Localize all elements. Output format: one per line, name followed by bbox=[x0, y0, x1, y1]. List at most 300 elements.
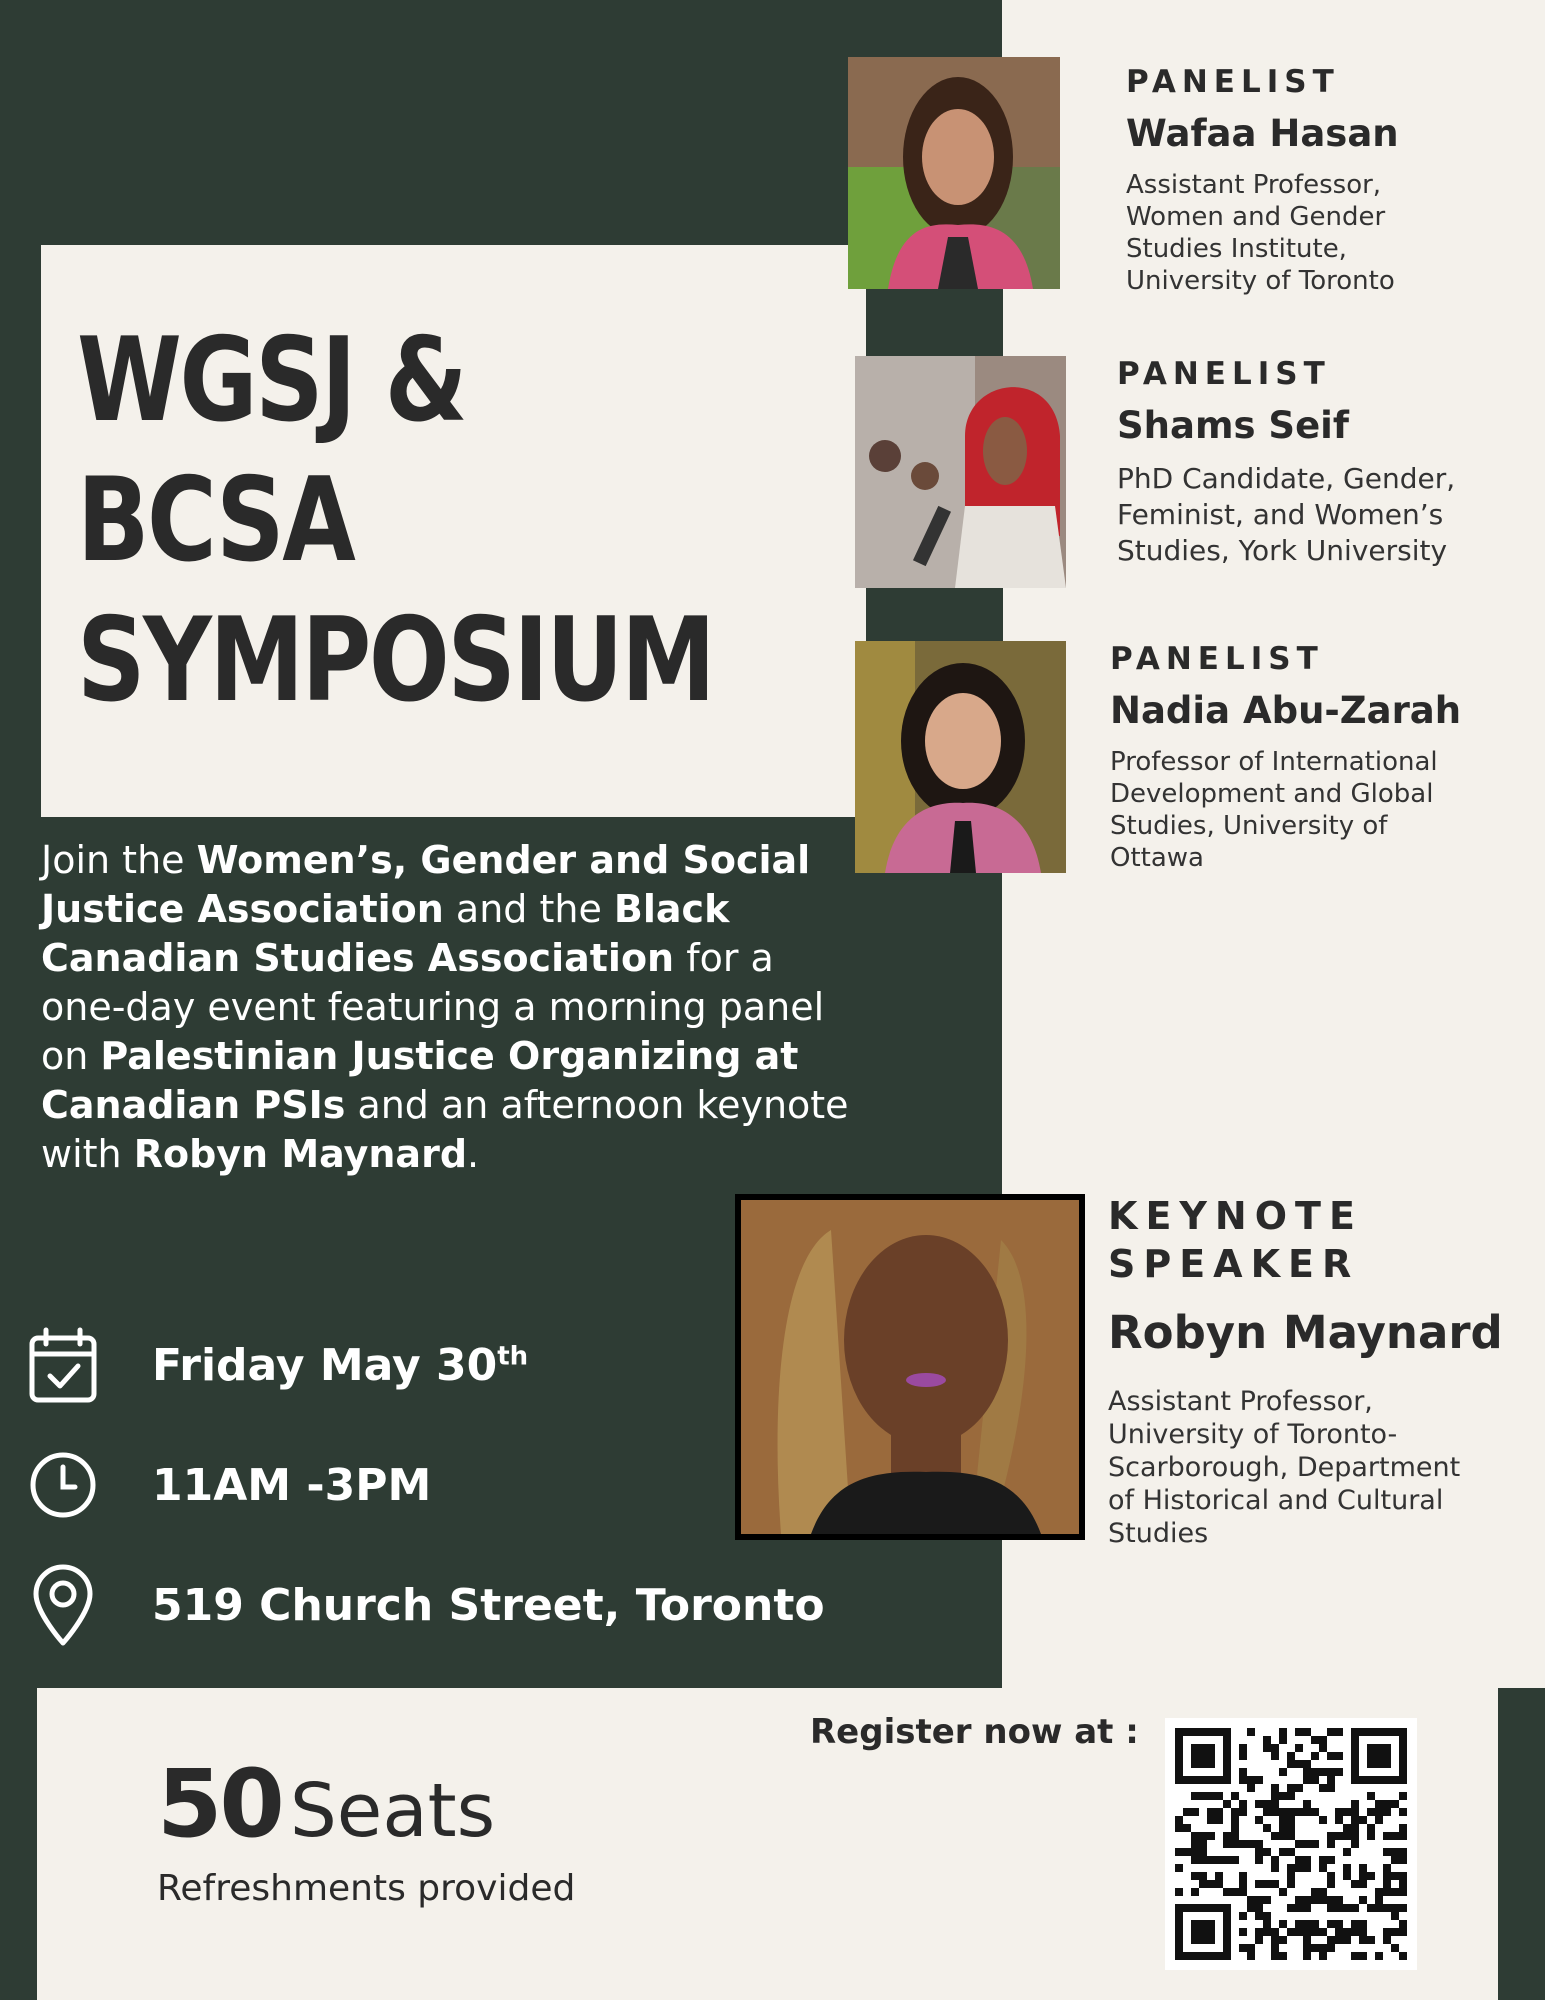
refreshments-note: Refreshments provided bbox=[157, 1868, 576, 1909]
qr-module bbox=[1263, 1896, 1271, 1904]
qr-module bbox=[1375, 1952, 1383, 1960]
qr-module bbox=[1239, 1928, 1247, 1936]
qr-module bbox=[1383, 1936, 1391, 1944]
qr-module bbox=[1383, 1800, 1391, 1808]
qr-module bbox=[1319, 1944, 1327, 1952]
qr-module bbox=[1303, 1896, 1311, 1904]
qr-module bbox=[1199, 1880, 1207, 1888]
desc-line: Development and Global bbox=[1110, 779, 1434, 809]
qr-finder bbox=[1191, 1744, 1215, 1768]
qr-module bbox=[1375, 1904, 1383, 1912]
qr-module bbox=[1207, 1856, 1215, 1864]
qr-module bbox=[1287, 1904, 1295, 1912]
qr-module bbox=[1279, 1936, 1287, 1944]
qr-module bbox=[1391, 1832, 1399, 1840]
qr-module bbox=[1295, 1784, 1303, 1792]
qr-module bbox=[1239, 1776, 1247, 1784]
qr-module bbox=[1311, 1768, 1319, 1776]
qr-module bbox=[1287, 1760, 1295, 1768]
qr-module bbox=[1375, 1896, 1383, 1904]
qr-module bbox=[1239, 1800, 1247, 1808]
desc-line: Assistant Professor, bbox=[1108, 1386, 1373, 1417]
qr-module bbox=[1191, 1808, 1199, 1816]
qr-module bbox=[1287, 1824, 1295, 1832]
date-suffix: th bbox=[497, 1340, 529, 1371]
qr-module bbox=[1303, 1840, 1311, 1848]
qr-module bbox=[1351, 1840, 1359, 1848]
qr-module bbox=[1303, 1808, 1311, 1816]
qr-module bbox=[1287, 1864, 1295, 1872]
qr-module bbox=[1255, 1912, 1263, 1920]
qr-module bbox=[1383, 1848, 1391, 1856]
qr-module bbox=[1327, 1728, 1335, 1736]
qr-module bbox=[1215, 1816, 1223, 1824]
qr-module bbox=[1319, 1816, 1327, 1824]
qr-module bbox=[1239, 1880, 1247, 1888]
qr-module bbox=[1231, 1792, 1239, 1800]
qr-module bbox=[1359, 1952, 1367, 1960]
qr-module bbox=[1327, 1768, 1335, 1776]
panelist-desc bbox=[1126, 169, 1399, 297]
qr-module bbox=[1351, 1952, 1359, 1960]
qr-module bbox=[1263, 1912, 1271, 1920]
panelist-role: PANELIST bbox=[1126, 64, 1340, 100]
qr-module bbox=[1279, 1848, 1287, 1856]
qr-module bbox=[1399, 1792, 1407, 1800]
qr-module bbox=[1319, 1736, 1327, 1744]
intro-text: and an afternoon keynote with bbox=[41, 1083, 849, 1176]
qr-module bbox=[1271, 1800, 1279, 1808]
qr-module bbox=[1359, 1896, 1367, 1904]
qr-module bbox=[1311, 1896, 1319, 1904]
qr-module bbox=[1287, 1872, 1295, 1880]
desc-line: Studies bbox=[1108, 1518, 1209, 1549]
qr-module bbox=[1295, 1904, 1303, 1912]
keynote-card bbox=[1108, 1192, 1503, 1550]
qr-module bbox=[1303, 1768, 1311, 1776]
qr-module bbox=[1335, 1768, 1343, 1776]
qr-module bbox=[1247, 1952, 1255, 1960]
qr-module bbox=[1215, 1880, 1223, 1888]
qr-module bbox=[1287, 1784, 1295, 1792]
intro-bold-wgsj: Women’s, Gender and Social Justice Association bbox=[41, 838, 811, 931]
qr-module bbox=[1271, 1864, 1279, 1872]
qr-module bbox=[1375, 1888, 1383, 1896]
qr-module bbox=[1399, 1872, 1407, 1880]
qr-module bbox=[1199, 1832, 1207, 1840]
qr-module bbox=[1247, 1776, 1255, 1784]
qr-module bbox=[1255, 1880, 1263, 1888]
qr-module bbox=[1351, 1880, 1359, 1888]
qr-module bbox=[1343, 1872, 1351, 1880]
qr-module bbox=[1351, 1904, 1359, 1912]
qr-module bbox=[1319, 1784, 1327, 1792]
qr-module bbox=[1343, 1808, 1351, 1816]
qr-module bbox=[1191, 1888, 1199, 1896]
qr-module bbox=[1303, 1904, 1311, 1912]
qr-module bbox=[1247, 1896, 1255, 1904]
qr-module bbox=[1391, 1944, 1399, 1952]
qr-module bbox=[1279, 1792, 1287, 1800]
desc-line: Feminist, and Women’s bbox=[1117, 498, 1444, 531]
qr-module bbox=[1223, 1856, 1231, 1864]
qr-module bbox=[1351, 1800, 1359, 1808]
qr-module bbox=[1247, 1840, 1255, 1848]
qr-module bbox=[1255, 1800, 1263, 1808]
qr-module bbox=[1343, 1832, 1351, 1840]
qr-module bbox=[1231, 1840, 1239, 1848]
qr-module bbox=[1319, 1864, 1327, 1872]
qr-module bbox=[1311, 1928, 1319, 1936]
qr-module bbox=[1399, 1928, 1407, 1936]
qr-module bbox=[1247, 1944, 1255, 1952]
intro-paragraph bbox=[41, 836, 861, 1179]
qr-module bbox=[1383, 1872, 1391, 1880]
qr-module bbox=[1263, 1928, 1271, 1936]
event-time: 11AM -3PM bbox=[152, 1459, 432, 1511]
keynote-desc bbox=[1108, 1385, 1503, 1550]
qr-module bbox=[1231, 1856, 1239, 1864]
qr-code[interactable] bbox=[1165, 1718, 1417, 1970]
qr-module bbox=[1207, 1880, 1215, 1888]
qr-module bbox=[1383, 1880, 1391, 1888]
qr-module bbox=[1255, 1904, 1263, 1912]
qr-module bbox=[1359, 1928, 1367, 1936]
qr-module bbox=[1295, 1920, 1303, 1928]
intro-text: . bbox=[467, 1132, 480, 1176]
qr-module bbox=[1271, 1952, 1279, 1960]
qr-module bbox=[1343, 1928, 1351, 1936]
qr-module bbox=[1327, 1920, 1335, 1928]
qr-module bbox=[1271, 1808, 1279, 1816]
qr-module bbox=[1295, 1808, 1303, 1816]
desc-line: Studies, York University bbox=[1117, 534, 1448, 567]
qr-module bbox=[1335, 1936, 1343, 1944]
qr-module bbox=[1383, 1904, 1391, 1912]
qr-module bbox=[1295, 1928, 1303, 1936]
qr-module bbox=[1335, 1832, 1343, 1840]
qr-module bbox=[1295, 1840, 1303, 1848]
qr-module bbox=[1263, 1800, 1271, 1808]
qr-module bbox=[1351, 1824, 1359, 1832]
qr-module bbox=[1335, 1896, 1343, 1904]
qr-module bbox=[1303, 1928, 1311, 1936]
qr-module bbox=[1279, 1952, 1287, 1960]
qr-module bbox=[1367, 1808, 1375, 1816]
title-line: BCSA bbox=[77, 453, 354, 588]
desc-line: University of Toronto bbox=[1126, 266, 1395, 296]
qr-module bbox=[1279, 1832, 1287, 1840]
photo-connector bbox=[959, 586, 1003, 642]
qr-module bbox=[1271, 1928, 1279, 1936]
qr-module bbox=[1319, 1856, 1327, 1864]
desc-line: Scarborough, Department bbox=[1108, 1452, 1461, 1483]
qr-module bbox=[1239, 1752, 1247, 1760]
qr-module bbox=[1271, 1856, 1279, 1864]
qr-module bbox=[1271, 1832, 1279, 1840]
qr-module bbox=[1191, 1840, 1199, 1848]
qr-module bbox=[1391, 1904, 1399, 1912]
qr-module bbox=[1319, 1888, 1327, 1896]
qr-module bbox=[1391, 1912, 1399, 1920]
qr-module bbox=[1207, 1816, 1215, 1824]
qr-module bbox=[1351, 1928, 1359, 1936]
qr-module bbox=[1295, 1856, 1303, 1864]
qr-module bbox=[1383, 1888, 1391, 1896]
panelist-desc bbox=[1110, 746, 1461, 874]
qr-module bbox=[1247, 1904, 1255, 1912]
qr-module bbox=[1175, 1848, 1183, 1856]
qr-module bbox=[1263, 1848, 1271, 1856]
qr-module bbox=[1391, 1872, 1399, 1880]
intro-bold-keynote: Robyn Maynard bbox=[133, 1132, 468, 1176]
qr-module bbox=[1215, 1792, 1223, 1800]
qr-module bbox=[1279, 1824, 1287, 1832]
panelist-name: Shams Seif bbox=[1117, 404, 1349, 447]
qr-module bbox=[1263, 1880, 1271, 1888]
qr-module bbox=[1359, 1936, 1367, 1944]
qr-module bbox=[1351, 1920, 1359, 1928]
qr-module bbox=[1287, 1752, 1295, 1760]
time-row bbox=[28, 1450, 431, 1520]
qr-module bbox=[1343, 1864, 1351, 1872]
qr-module bbox=[1255, 1936, 1263, 1944]
qr-module bbox=[1287, 1880, 1295, 1888]
qr-module bbox=[1191, 1872, 1199, 1880]
qr-module bbox=[1319, 1952, 1327, 1960]
qr-module bbox=[1271, 1744, 1279, 1752]
qr-finder bbox=[1367, 1744, 1391, 1768]
qr-module bbox=[1375, 1816, 1383, 1824]
qr-module bbox=[1391, 1888, 1399, 1896]
register-label: Register now at : bbox=[810, 1712, 1139, 1752]
qr-module bbox=[1327, 1896, 1335, 1904]
qr-module bbox=[1175, 1864, 1183, 1872]
intro-text: Join the bbox=[41, 838, 197, 882]
qr-module bbox=[1319, 1928, 1327, 1936]
qr-module bbox=[1391, 1856, 1399, 1864]
qr-module bbox=[1391, 1848, 1399, 1856]
qr-module bbox=[1239, 1912, 1247, 1920]
calendar-check-icon bbox=[28, 1330, 98, 1400]
qr-module bbox=[1399, 1888, 1407, 1896]
qr-module bbox=[1303, 1920, 1311, 1928]
qr-module bbox=[1279, 1920, 1287, 1928]
qr-module bbox=[1271, 1784, 1279, 1792]
desc-line: Studies Institute, bbox=[1126, 234, 1347, 264]
qr-module bbox=[1303, 1936, 1311, 1944]
qr-module bbox=[1175, 1824, 1183, 1832]
qr-module bbox=[1287, 1832, 1295, 1840]
qr-module bbox=[1295, 1864, 1303, 1872]
title-box bbox=[41, 245, 866, 817]
panelist-role: PANELIST bbox=[1110, 641, 1324, 677]
seats-label: Seats bbox=[289, 1768, 496, 1854]
qr-module bbox=[1327, 1832, 1335, 1840]
page-title bbox=[77, 311, 714, 731]
qr-module bbox=[1215, 1856, 1223, 1864]
qr-module bbox=[1399, 1952, 1407, 1960]
qr-module bbox=[1239, 1768, 1247, 1776]
qr-module bbox=[1399, 1808, 1407, 1816]
title-line: WGSJ & bbox=[77, 313, 466, 448]
qr-module bbox=[1351, 1816, 1359, 1824]
qr-module bbox=[1247, 1728, 1255, 1736]
qr-module bbox=[1311, 1808, 1319, 1816]
qr-module bbox=[1207, 1808, 1215, 1816]
qr-module bbox=[1359, 1816, 1367, 1824]
qr-module bbox=[1311, 1736, 1319, 1744]
qr-module bbox=[1351, 1832, 1359, 1840]
desc-line: Women and Gender bbox=[1126, 202, 1386, 232]
qr-module bbox=[1359, 1864, 1367, 1872]
intro-bold-panel-topic: Palestinian Justice Organizing at Canadian PSIs bbox=[41, 1034, 799, 1127]
qr-module bbox=[1231, 1832, 1239, 1840]
qr-module bbox=[1239, 1808, 1247, 1816]
keynote-role-line: SPEAKER bbox=[1108, 1242, 1360, 1286]
qr-module bbox=[1287, 1792, 1295, 1800]
qr-module bbox=[1255, 1856, 1263, 1864]
qr-module bbox=[1175, 1888, 1183, 1896]
qr-module bbox=[1311, 1944, 1319, 1952]
qr-module bbox=[1303, 1760, 1311, 1768]
qr-module bbox=[1399, 1904, 1407, 1912]
qr-module bbox=[1399, 1920, 1407, 1928]
qr-module bbox=[1367, 1904, 1375, 1912]
qr-module bbox=[1335, 1808, 1343, 1816]
qr-module bbox=[1327, 1904, 1335, 1912]
qr-module bbox=[1255, 1776, 1263, 1784]
qr-module bbox=[1255, 1896, 1263, 1904]
qr-module bbox=[1255, 1816, 1263, 1824]
qr-module bbox=[1263, 1824, 1271, 1832]
date-row bbox=[28, 1330, 528, 1400]
qr-module bbox=[1263, 1920, 1271, 1928]
qr-module bbox=[1327, 1784, 1335, 1792]
qr-module bbox=[1191, 1792, 1199, 1800]
qr-module bbox=[1207, 1832, 1215, 1840]
qr-module bbox=[1271, 1944, 1279, 1952]
qr-module bbox=[1199, 1840, 1207, 1848]
qr-module bbox=[1303, 1776, 1311, 1784]
qr-module bbox=[1343, 1848, 1351, 1856]
qr-module bbox=[1343, 1936, 1351, 1944]
qr-module bbox=[1327, 1880, 1335, 1888]
qr-module bbox=[1303, 1952, 1311, 1960]
panelist-name: Wafaa Hasan bbox=[1126, 112, 1399, 155]
qr-module bbox=[1215, 1872, 1223, 1880]
qr-module bbox=[1199, 1792, 1207, 1800]
panelist-card bbox=[1126, 64, 1399, 297]
qr-module bbox=[1263, 1744, 1271, 1752]
qr-module bbox=[1271, 1880, 1279, 1888]
qr-module bbox=[1199, 1872, 1207, 1880]
event-date: Friday May 30 bbox=[152, 1339, 498, 1391]
qr-module bbox=[1255, 1840, 1263, 1848]
title-line: SYMPOSIUM bbox=[77, 593, 714, 728]
qr-module bbox=[1255, 1928, 1263, 1936]
clock-icon bbox=[28, 1450, 98, 1520]
qr-module bbox=[1327, 1936, 1335, 1944]
qr-module bbox=[1239, 1888, 1247, 1896]
qr-module bbox=[1311, 1752, 1319, 1760]
keynote-photo-robyn bbox=[735, 1194, 1085, 1540]
qr-module bbox=[1223, 1888, 1231, 1896]
qr-module bbox=[1239, 1872, 1247, 1880]
qr-module bbox=[1255, 1848, 1263, 1856]
qr-module bbox=[1231, 1824, 1239, 1832]
qr-module bbox=[1279, 1816, 1287, 1824]
intro-text: for a one-day event featuring a morning panel on bbox=[41, 936, 825, 1078]
keynote-name: Robyn Maynard bbox=[1108, 1306, 1503, 1359]
qr-module bbox=[1271, 1752, 1279, 1760]
qr-module bbox=[1303, 1800, 1311, 1808]
qr-module bbox=[1191, 1856, 1199, 1864]
qr-finder bbox=[1191, 1920, 1215, 1944]
qr-module bbox=[1319, 1768, 1327, 1776]
qr-module bbox=[1199, 1856, 1207, 1864]
qr-module bbox=[1327, 1776, 1335, 1784]
qr-module bbox=[1351, 1808, 1359, 1816]
qr-module bbox=[1383, 1928, 1391, 1936]
qr-module bbox=[1335, 1816, 1343, 1824]
qr-module bbox=[1399, 1848, 1407, 1856]
panelist-name: Nadia Abu-Zarah bbox=[1110, 689, 1462, 732]
qr-module bbox=[1343, 1824, 1351, 1832]
seats-count bbox=[157, 1750, 495, 1859]
qr-module bbox=[1223, 1832, 1231, 1840]
qr-module bbox=[1239, 1944, 1247, 1952]
qr-module bbox=[1367, 1792, 1375, 1800]
qr-module bbox=[1207, 1792, 1215, 1800]
qr-module bbox=[1231, 1888, 1239, 1896]
qr-module bbox=[1319, 1744, 1327, 1752]
event-location: 519 Church Street, Toronto bbox=[152, 1579, 825, 1631]
qr-module bbox=[1279, 1768, 1287, 1776]
qr-module bbox=[1215, 1808, 1223, 1816]
qr-module bbox=[1383, 1832, 1391, 1840]
qr-module bbox=[1335, 1920, 1343, 1928]
qr-module bbox=[1327, 1752, 1335, 1760]
qr-module bbox=[1247, 1784, 1255, 1792]
qr-module bbox=[1303, 1856, 1311, 1864]
qr-module bbox=[1191, 1848, 1199, 1856]
qr-module bbox=[1311, 1920, 1319, 1928]
panelist-photo-shams bbox=[855, 356, 1066, 588]
photo-connector bbox=[959, 288, 1003, 358]
qr-module bbox=[1335, 1928, 1343, 1936]
panelist-desc bbox=[1117, 461, 1455, 569]
qr-module bbox=[1175, 1816, 1183, 1824]
qr-module bbox=[1279, 1808, 1287, 1816]
qr-module bbox=[1271, 1792, 1279, 1800]
qr-module bbox=[1399, 1824, 1407, 1832]
qr-module bbox=[1279, 1888, 1287, 1896]
qr-module bbox=[1327, 1856, 1335, 1864]
qr-module bbox=[1295, 1760, 1303, 1768]
keynote-role-line: KEYNOTE bbox=[1108, 1194, 1363, 1238]
qr-module bbox=[1367, 1872, 1375, 1880]
panelist-role: PANELIST bbox=[1117, 356, 1331, 392]
qr-module bbox=[1303, 1728, 1311, 1736]
panelist-photo-nadia bbox=[855, 641, 1066, 873]
qr-module bbox=[1399, 1832, 1407, 1840]
qr-module bbox=[1223, 1840, 1231, 1848]
qr-module bbox=[1311, 1888, 1319, 1896]
location-row bbox=[28, 1570, 825, 1640]
qr-module bbox=[1191, 1832, 1199, 1840]
qr-module bbox=[1335, 1728, 1343, 1736]
